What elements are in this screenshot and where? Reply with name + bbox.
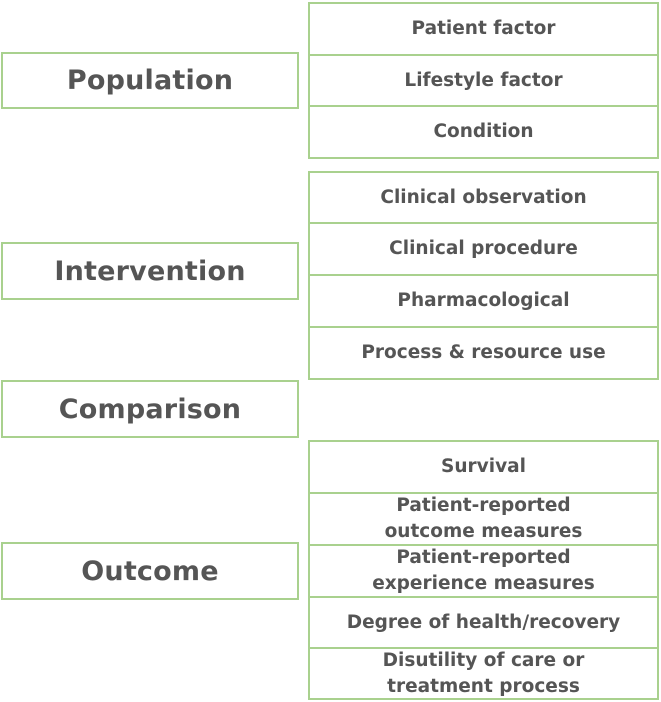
category-population (1, 52, 299, 109)
category-outcome (1, 542, 299, 600)
intervention-item-label: Pharmacological (397, 290, 570, 312)
outcome-item (308, 494, 659, 546)
outcome-item-label: Patient-reported outcome measures (384, 495, 583, 542)
category-intervention-label: Intervention (54, 255, 246, 287)
outcome-item (308, 598, 659, 649)
population-item-label: Lifestyle factor (404, 69, 563, 91)
outcome-item-label: Disutility of care or treatment process (382, 649, 585, 697)
intervention-item (308, 276, 659, 328)
population-item-label: Condition (433, 121, 534, 143)
intervention-item (308, 224, 659, 276)
category-intervention (1, 242, 299, 300)
outcome-item-label: Degree of health/recovery (346, 611, 621, 633)
category-comparison (1, 380, 299, 438)
outcome-item-label: Survival (441, 456, 526, 478)
category-population-label: Population (66, 65, 234, 96)
category-outcome-label: Outcome (81, 555, 219, 587)
intervention-item-label: Clinical procedure (389, 238, 578, 260)
outcome-item-label: Patient-reported experience measures (372, 547, 595, 594)
outcome-item (308, 440, 659, 494)
population-item (308, 56, 659, 107)
intervention-item (308, 328, 659, 380)
population-item (308, 2, 659, 56)
outcome-item (308, 649, 659, 700)
population-item (308, 107, 659, 159)
category-comparison-label: Comparison (58, 393, 242, 425)
intervention-item-label: Clinical observation (380, 186, 587, 208)
outcome-item (308, 546, 659, 598)
intervention-item (308, 171, 659, 224)
population-item-label: Patient factor (411, 18, 556, 40)
intervention-item-label: Process & resource use (361, 342, 606, 364)
